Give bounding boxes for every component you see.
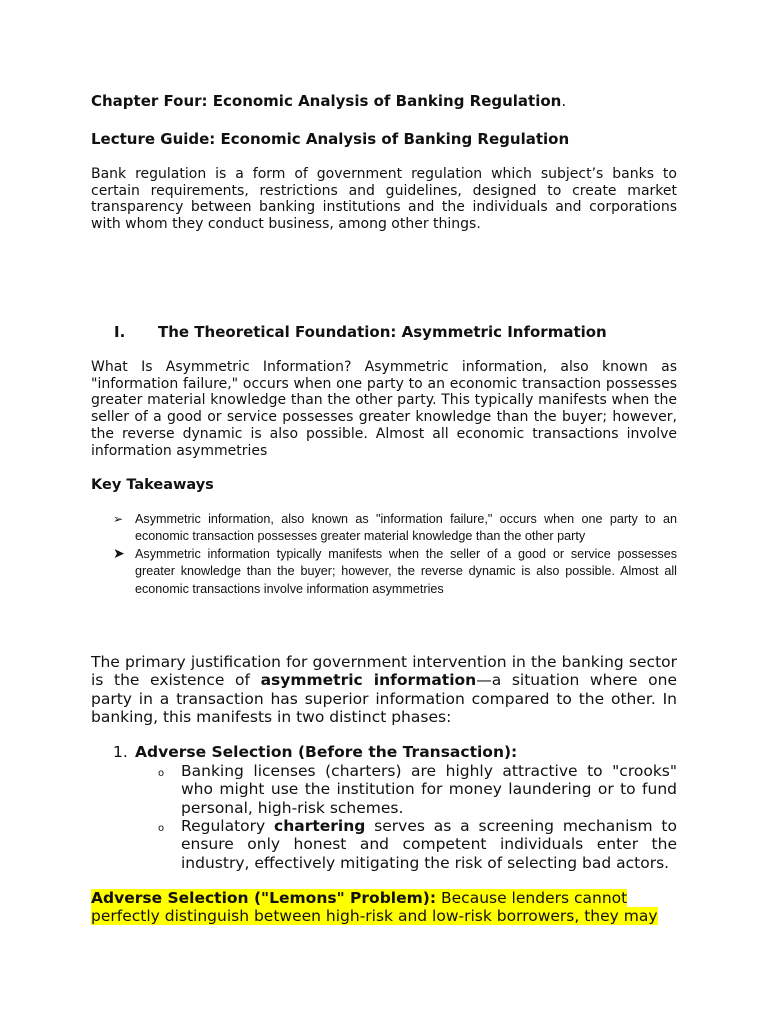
chartering-pre: Regulatory xyxy=(181,817,275,835)
chapter-title-period: . xyxy=(561,92,567,110)
takeaway-text: Asymmetric information, also known as "information failure," occurs when one party to an economic transaction possesses greater material knowledge than the other party xyxy=(135,512,677,544)
chapter-title xyxy=(91,92,566,110)
section-title: The Theoretical Foundation: Asymmetric Information xyxy=(158,323,607,341)
circle-bullet-icon: o xyxy=(158,768,165,779)
justification-paragraph xyxy=(91,653,677,726)
key-takeaways-list xyxy=(113,511,677,598)
justification-text-2: —a situation where one party in a transaction has superior information compared to the other. In banking, this manifests in two distinct phases: xyxy=(91,671,677,726)
list-item xyxy=(113,511,677,546)
lemons-highlight xyxy=(91,889,677,926)
lemons-line2: perfectly distinguish between high-risk and low-risk borrowers, they may xyxy=(91,907,658,926)
list-number: 1. xyxy=(113,743,128,761)
intro-paragraph: Bank regulation is a form of government regulation which subject’s banks to certain requirements, restrictions and guidelines, designed to create market transparency between banking institutions and the individuals and corporations with whom they conduct business, among other things. xyxy=(91,166,677,233)
asymmetric-info-paragraph: What Is Asymmetric Information? Asymmetric information, also known as "information failure," occurs when one party to an economic transaction possesses greater material knowledge than the other party. This typically manifests when the seller of a good or service possesses greater knowledge than the buyer; however, the reverse dynamic is also possible. Almost all economic transactions involve information asymmetries xyxy=(91,359,677,459)
section-number: I. xyxy=(114,323,126,341)
sub-item-licenses: Banking licenses (charters) are highly attractive to "crooks" who might use the institution for money laundering or to fund personal, high-risk schemes. xyxy=(181,762,677,817)
justification-bold: asymmetric information xyxy=(260,671,477,690)
justification-text-1: The primary justification for government intervention in the banking sector is the existence of xyxy=(91,653,677,690)
sub-item-chartering xyxy=(181,817,677,872)
list-item xyxy=(113,546,677,598)
arrow-bullet-icon: ➤ xyxy=(113,544,125,561)
chartering-post: serves as a screening mechanism to ensure only honest and competent individuals enter the industry, effectively mitigating the risk of selecting bad actors. xyxy=(181,817,677,872)
key-takeaways-heading: Key Takeaways xyxy=(91,477,214,493)
takeaway-text: Asymmetric information typically manifests when the seller of a good or service possesses greater knowledge than the buyer; however, the reverse dynamic is also possible. Almost all economic transactions involve information asymmetries xyxy=(135,546,677,596)
chartering-bold: chartering xyxy=(274,817,366,835)
lecture-guide-heading: Lecture Guide: Economic Analysis of Banking Regulation xyxy=(91,130,570,148)
circle-bullet-icon: o xyxy=(158,823,165,834)
lemons-line1: Because lenders cannot xyxy=(436,889,628,907)
adverse-selection-heading: Adverse Selection (Before the Transaction): xyxy=(135,743,518,761)
arrow-bullet-icon: ➢ xyxy=(113,512,124,526)
lemons-bold: Adverse Selection ("Lemons" Problem): xyxy=(91,889,437,907)
chapter-title-text: Chapter Four: Economic Analysis of Banking Regulation xyxy=(91,92,562,110)
